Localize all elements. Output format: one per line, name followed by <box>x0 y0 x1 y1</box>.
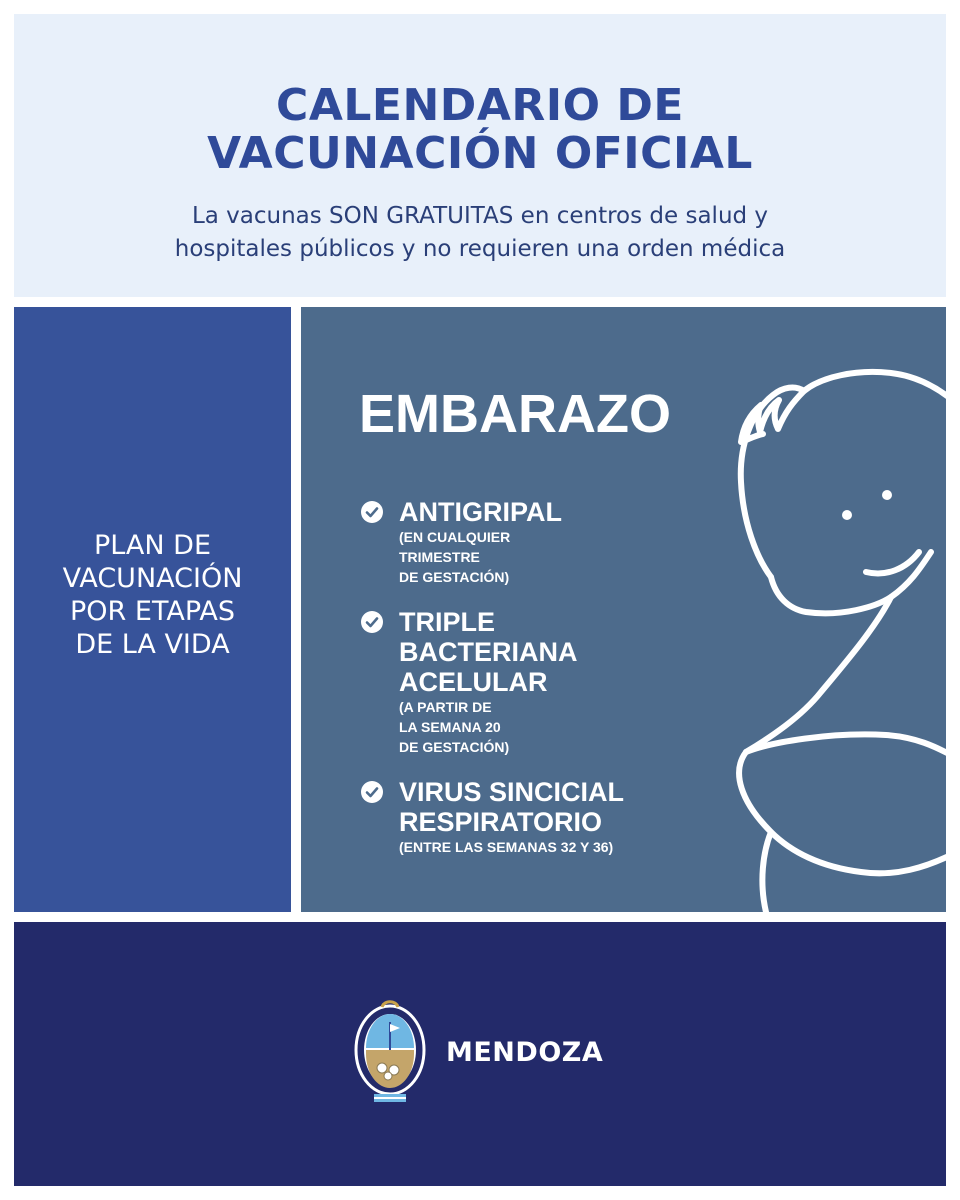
plan-label-line: DE LA VIDA <box>75 629 230 660</box>
plan-label-line: VACUNACIÓN <box>62 563 243 594</box>
vaccine-item <box>361 497 562 587</box>
subtitle-line-1: La vacunas SON GRATUITAS en centros de salud y <box>191 203 769 229</box>
vaccine-note: LA SEMANA 20 <box>399 719 501 735</box>
page-title-line-2: VACUNACIÓN OFICIAL <box>207 128 753 179</box>
brand-name: MENDOZA <box>446 1037 604 1068</box>
vaccine-name: ANTIGRIPAL <box>399 497 562 527</box>
vaccine-item <box>361 607 578 757</box>
page-title-line-1: CALENDARIO DE <box>276 80 684 131</box>
vaccine-note: DE GESTACIÓN) <box>399 739 510 755</box>
plan-label-line: POR ETAPAS <box>70 596 235 627</box>
footer-banner <box>14 922 946 1186</box>
vaccine-name: VIRUS SINCICIAL <box>399 777 625 807</box>
plan-label <box>14 529 291 661</box>
vaccine-name: ACELULAR <box>399 667 548 697</box>
plan-sidebar <box>14 307 291 912</box>
vaccine-note: (ENTRE LAS SEMANAS 32 Y 36) <box>399 839 614 855</box>
vaccine-name: BACTERIANA <box>399 637 578 667</box>
check-circle-icon <box>361 501 383 523</box>
stage-panel <box>301 307 946 912</box>
header-banner <box>14 14 946 297</box>
subtitle-line-2: hospitales públicos y no requieren una orden médica <box>174 236 786 262</box>
plan-label-line: PLAN DE <box>93 530 212 561</box>
vaccine-item <box>361 777 624 857</box>
vaccine-name: TRIPLE <box>399 607 496 637</box>
vaccine-note: (A PARTIR DE <box>399 699 492 715</box>
stage-title: EMBARAZO <box>359 384 671 444</box>
check-circle-icon <box>361 611 383 633</box>
mendoza-coat-of-arms-icon <box>352 998 428 1110</box>
check-circle-icon <box>361 781 383 803</box>
vaccine-note: (EN CUALQUIER <box>399 529 511 545</box>
vaccine-note: TRIMESTRE <box>399 549 480 565</box>
vaccine-name: RESPIRATORIO <box>399 807 603 837</box>
vaccine-note: DE GESTACIÓN) <box>399 569 510 585</box>
